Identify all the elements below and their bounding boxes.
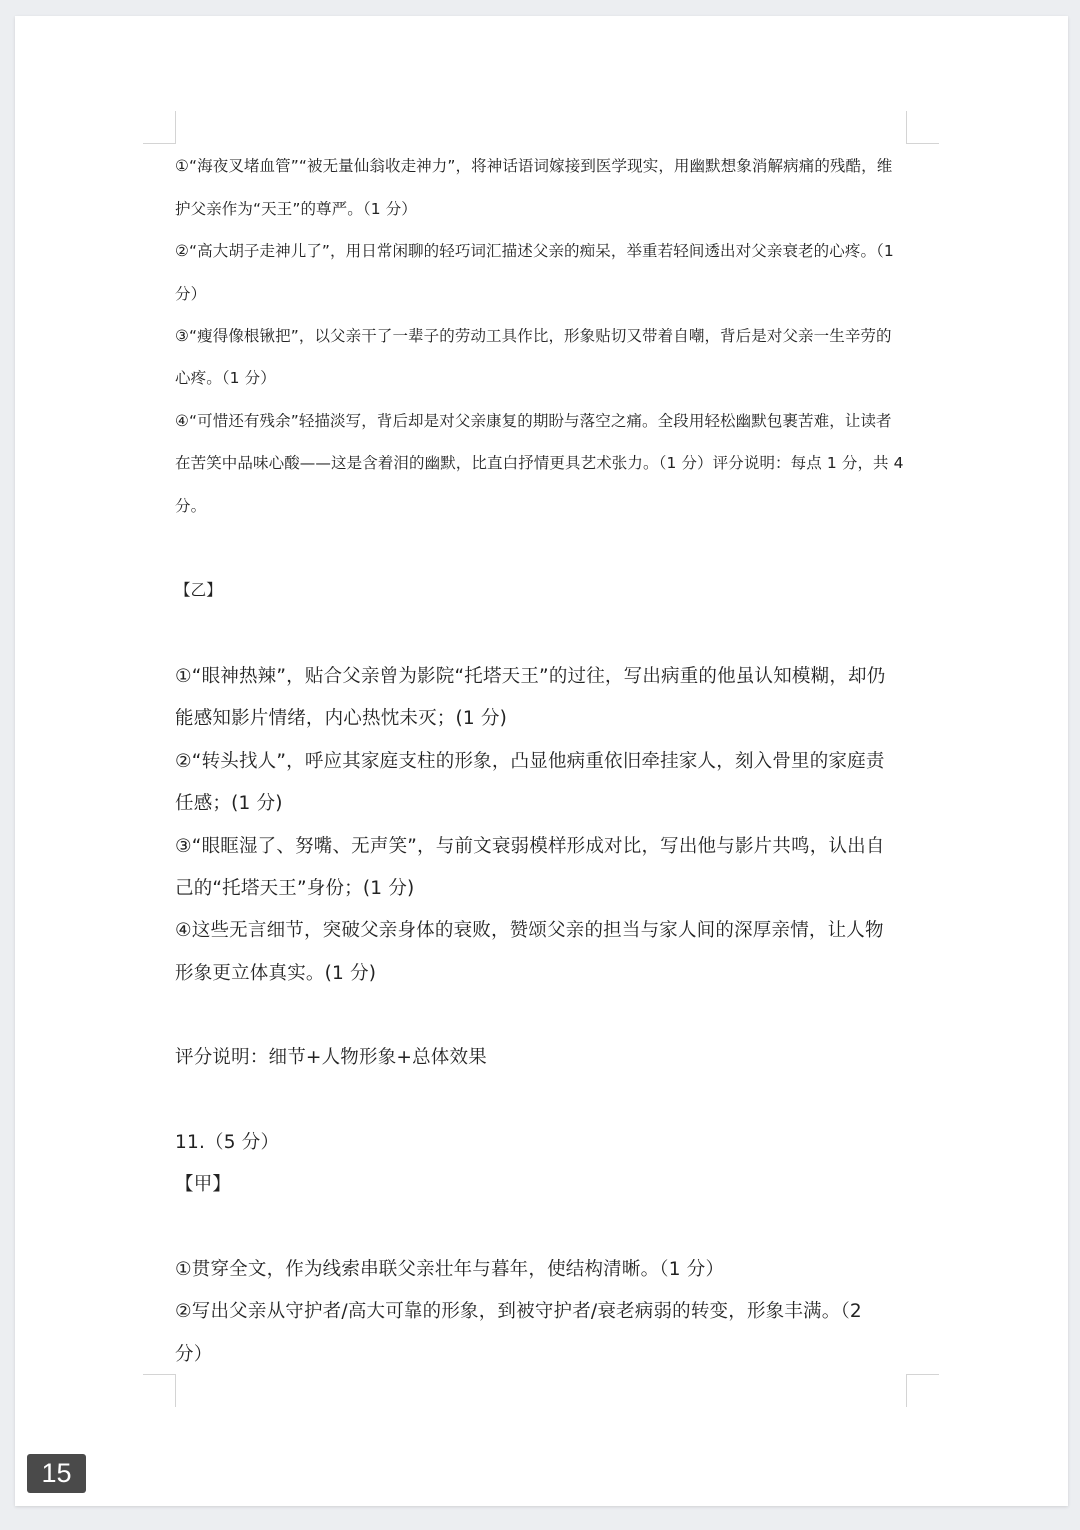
- section-heading-yi: 【乙】: [175, 581, 222, 599]
- answer-line: ②“转头找人”，呼应其家庭支柱的形象，凸显他病重依旧牵挂家人，刻入骨里的家庭责: [175, 751, 885, 772]
- answer-line: 能感知影片情绪，内心热忱未灭；(1 分): [175, 708, 508, 729]
- crop-mark-top-left: [143, 111, 176, 144]
- scoring-note: 评分说明：细节+人物形象+总体效果: [175, 1047, 487, 1068]
- answer-line: ①“海夜叉堵血管”“被无量仙翁收走神力”，将神话语词嫁接到医学现实，用幽默想象消解病痛的残酷，维: [175, 157, 893, 175]
- crop-mark-bottom-left: [143, 1374, 176, 1407]
- answer-line: ③“瘦得像根锹把”，以父亲干了一辈子的劳动工具作比，形象贴切又带着自嘲，背后是对父亲一生辛劳的: [175, 327, 892, 345]
- answer-line: ①“眼神热辣”，贴合父亲曾为影院“托塔天王”的过往，写出病重的他虽认知模糊，却仍: [175, 666, 886, 687]
- answer-line: ④这些无言细节，突破父亲身体的衰败，赞颂父亲的担当与家人间的深厚亲情，让人物: [175, 920, 884, 941]
- crop-mark-bottom-right: [906, 1374, 939, 1407]
- answer-line: 分。: [175, 497, 207, 515]
- answer-line: 护父亲作为“天王”的尊严。（1 分）: [175, 200, 417, 218]
- answer-line: 分）: [175, 285, 207, 303]
- answer-line: ①贯穿全文，作为线索串联父亲壮年与暮年，使结构清晰。（1 分）: [175, 1259, 725, 1280]
- answer-line: 形象更立体真实。(1 分): [175, 963, 377, 984]
- page-number-badge: 15: [27, 1454, 86, 1493]
- answer-line: ②写出父亲从守护者/高大可靠的形象，到被守护者/衰老病弱的转变，形象丰满。（2: [175, 1301, 862, 1322]
- answer-line: 心疼。（1 分）: [175, 369, 276, 387]
- answer-line: 任感；(1 分): [175, 793, 283, 814]
- answer-line: 己的“托塔天王”身份；(1 分): [175, 878, 415, 899]
- answer-line: 在苦笑中品味心酸——这是含着泪的幽默，比直白抒情更具艺术张力。（1 分）评分说明：每点 1 分，共 4: [175, 454, 904, 472]
- crop-mark-top-right: [906, 111, 939, 144]
- answer-line: ④“可惜还有残余”轻描淡写，背后却是对父亲康复的期盼与落空之痛。全段用轻松幽默包裹苦难，让读者: [175, 412, 892, 430]
- section-heading-jia: 【甲】: [175, 1174, 232, 1195]
- answer-line: ②“高大胡子走神儿了”，用日常闲聊的轻巧词汇描述父亲的痴呆，举重若轻间透出对父亲衰老的心疼。（1: [175, 242, 894, 260]
- answer-line: ③“眼眶湿了、努嘴、无声笑”，与前文衰弱模样形成对比，写出他与影片共鸣，认出自: [175, 836, 885, 857]
- answer-line: 分）: [175, 1344, 213, 1365]
- question-title: 11.（5 分）: [175, 1132, 280, 1153]
